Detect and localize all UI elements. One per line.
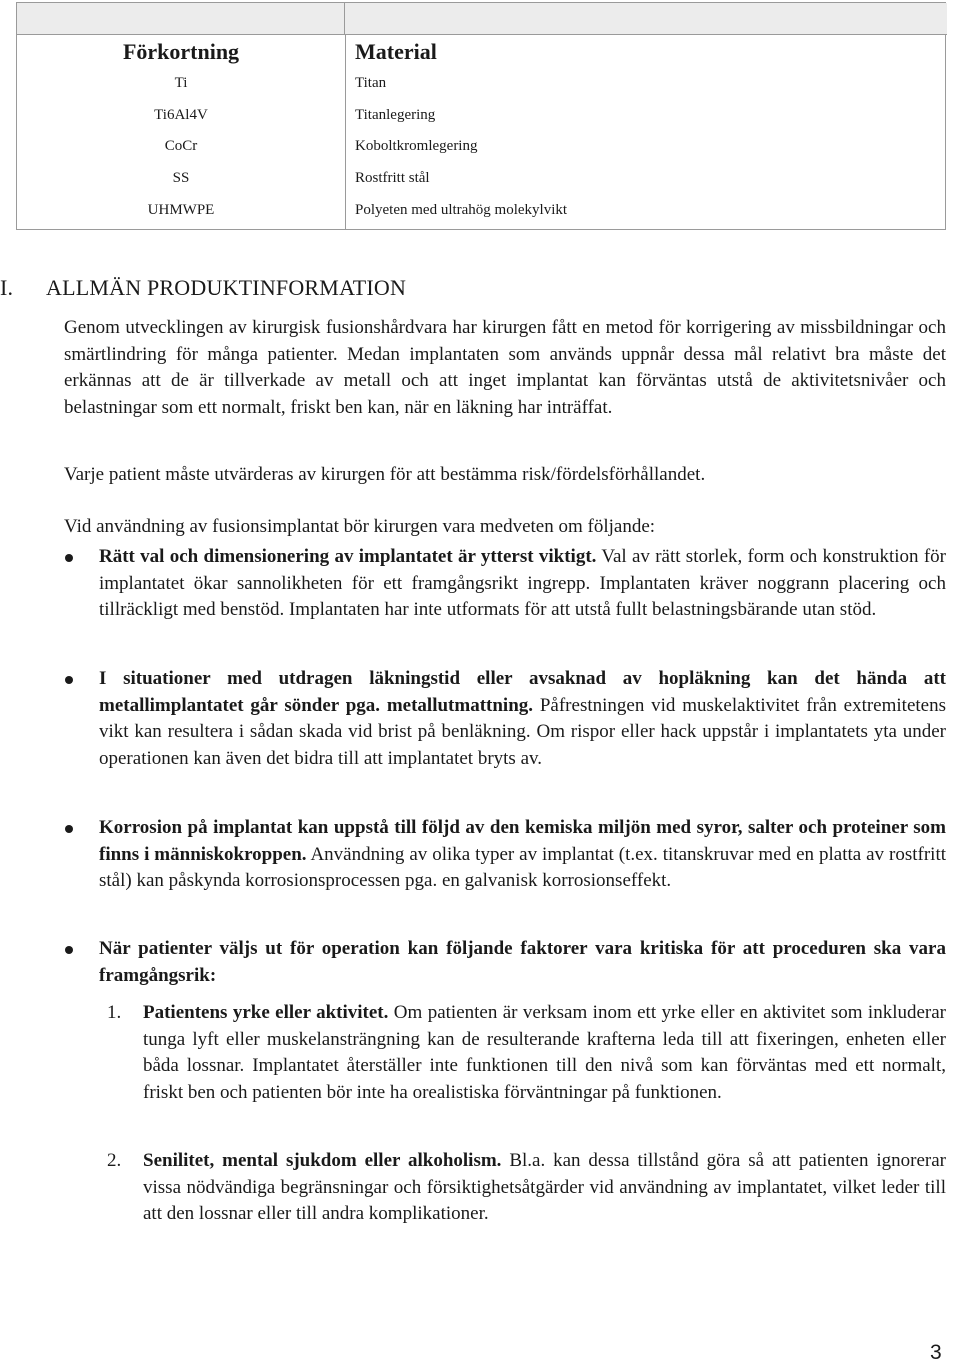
abbr-cell: UHMWPE xyxy=(147,202,215,218)
header-abbreviation: Förkortning xyxy=(122,39,240,64)
abbr-cell: SS xyxy=(172,170,190,186)
page-number: 3 xyxy=(930,1341,942,1364)
section-number: I. xyxy=(0,275,14,300)
material-cell: Polyeten med ultrahög molekylvikt xyxy=(355,202,568,218)
bullet-text: Påfrestningen vid muskelaktivitet från extremitetens vikt kan resultera i sådan skada vid brist på benläkning. Om rispor eller hack uppstår i implantatets yta under operationen kan även det bidra till att implantatet bryts av. xyxy=(99,694,946,769)
numbered-text: Om patienten är verksam inom ett yrke eller en aktivitet som inkluderar tunga lyft eller muskelansträngning kan de resulterande krafterna leda till att fixeringen, enheten eller båda lossnar. Implantatet återställer inte funktionen till den nivå som kan förväntas med ett normalt, friskt ben och patienten bör inte ha orealistiska förväntningar på funktionen. xyxy=(143,1002,946,1103)
section-title: ALLMÄN PRODUKTINFORMATION xyxy=(46,275,407,300)
bullet-dot-icon xyxy=(65,554,73,562)
bullet-item xyxy=(99,666,946,772)
bullet-item xyxy=(99,544,946,624)
item-number: 2. xyxy=(107,1150,122,1171)
bullet-item xyxy=(99,936,946,989)
bullet-bold-text: När patienter väljs ut för operation kan följande faktorer vara kritiska för att proceduren ska vara framgångsrik: xyxy=(99,938,946,986)
table-row xyxy=(17,103,945,127)
numbered-bold-text: Patientens yrke eller aktivitet. xyxy=(143,1002,389,1023)
bullet-dot-icon xyxy=(65,676,73,684)
intro-paragraph: Genom utvecklingen av kirurgisk fusionshårdvara har kirurgen fått en metod för korrigering av missbildningar och smärtlindring för många patienter. Medan implantaten som används uppnår dessa mål relativt bra måste det erkännas att de är tillverkade av metall och att inget implantat kan förväntas utstå de aktivitetsnivåer och belastningar som ett normalt, friskt ben kan, när en läkning har inträffat. xyxy=(64,317,946,418)
evaluation-paragraph: Varje patient måste utvärderas av kirurgen för att bestämma risk/fördelsförhållandet. xyxy=(64,464,706,485)
numbered-item xyxy=(107,1000,946,1106)
bullet-bold-text: Rätt val och dimensionering av implantatet är ytterst viktigt. xyxy=(99,546,597,567)
material-cell: Koboltkromlegering xyxy=(355,138,478,154)
abbr-cell: Ti xyxy=(174,75,188,91)
table-row xyxy=(17,134,945,158)
table-row xyxy=(17,71,945,95)
table-top-strip xyxy=(17,3,945,35)
bullet-text: Val av rätt storlek, form och konstruktion för implantatet ökar sannolikheten för ett framgångsrikt ingrepp. Implantaten kräver noggrann placering och tillräckligt med benstöd. Implantaten har inte utformats för att utstå fullt belastningsbärande utan stöd. xyxy=(99,546,947,620)
abbr-cell: CoCr xyxy=(164,138,198,154)
material-cell: Titan xyxy=(355,75,387,91)
numbered-bold-text: Senilitet, mental sjukdom eller alkoholism. xyxy=(143,1150,502,1171)
material-cell: Titanlegering xyxy=(355,107,436,123)
table-row xyxy=(17,166,945,190)
table-top-cell-right xyxy=(345,3,947,35)
awareness-paragraph: Vid användning av fusionsimplantat bör kirurgen vara medveten om följande: xyxy=(64,516,656,537)
abbr-cell: Ti6Al4V xyxy=(154,107,208,123)
bullet-bold-text: I situationer med utdragen läkningstid eller avsaknad av hopläkning kan det hända att metallimplantatet går sönder pga. metallutmattning. xyxy=(99,668,946,716)
bullet-item xyxy=(99,815,946,895)
bullet-dot-icon xyxy=(65,946,73,954)
numbered-text: Bl.a. kan dessa tillstånd göra så att patienten ignorerar vissa nödvändiga begränsningar och försiktighetsåtgärder vid användning av implantatet, vilket leder till att den lossnar eller till andra komplikationer. xyxy=(143,1150,946,1224)
bullet-dot-icon xyxy=(65,825,73,833)
abbreviation-table xyxy=(16,2,946,230)
numbered-item xyxy=(107,1148,946,1228)
table-row xyxy=(17,198,945,222)
table-top-cell-left xyxy=(17,3,345,35)
material-cell: Rostfritt stål xyxy=(355,170,430,186)
header-material: Material xyxy=(355,39,437,64)
bullet-text: Användning av olika typer av implantat (t.ex. titanskruvar med en platta av rostfritt stål) kan påskynda korrosionsprocessen pga. en galvanisk korrosionseffekt. xyxy=(99,843,947,891)
bullet-bold-text: Korrosion på implantat kan uppstå till följd av den kemiska miljön med syror, salter och proteiner som finns i människokroppen. xyxy=(99,817,946,865)
item-number: 1. xyxy=(107,1002,122,1023)
